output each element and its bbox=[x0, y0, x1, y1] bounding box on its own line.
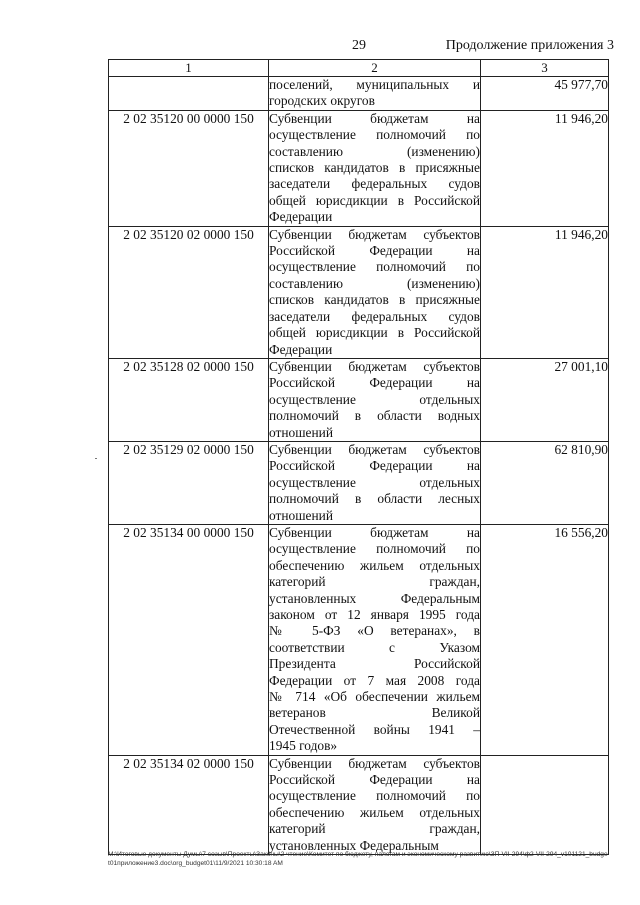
amount-value: 16 556,20 bbox=[481, 524, 609, 755]
table-row bbox=[109, 110, 609, 226]
revenue-name-line: № 5-ФЗ «О ветеранах», в bbox=[269, 623, 480, 639]
amount-value bbox=[481, 755, 609, 854]
amount-value: 62 810,90 bbox=[481, 441, 609, 524]
revenue-name-line: Российской Федерации на bbox=[269, 243, 480, 259]
revenue-name-line: соответствии с Указом bbox=[269, 639, 480, 655]
revenue-name-line: Субвенции бюджетам на bbox=[269, 524, 480, 540]
amount-value: 45 977,70 bbox=[481, 77, 609, 111]
revenue-name-line: обеспечению жильем отдельных bbox=[269, 804, 480, 820]
classification-code: 2 02 35129 02 0000 150 bbox=[109, 441, 269, 524]
revenue-name-line: отношений bbox=[269, 507, 333, 523]
revenue-name bbox=[269, 358, 481, 441]
revenue-name-line: Федерации от 7 мая 2008 года bbox=[269, 672, 480, 688]
revenue-name bbox=[269, 226, 481, 358]
table-row bbox=[109, 226, 609, 358]
revenue-name-line: 1945 годов» bbox=[269, 738, 338, 754]
revenue-name-line: отношений bbox=[269, 424, 333, 440]
column-header: 1 bbox=[109, 60, 269, 77]
revenue-name bbox=[269, 524, 481, 755]
revenue-name-line: Российской Федерации на bbox=[269, 375, 480, 391]
revenue-name-line: составлению (изменению) bbox=[269, 275, 480, 291]
revenue-name-line: осуществление отдельных bbox=[269, 391, 480, 407]
revenue-name-line: категорий граждан, bbox=[269, 821, 480, 837]
revenue-name bbox=[269, 441, 481, 524]
revenue-name bbox=[269, 110, 481, 226]
revenue-name-line: ветеранов Великой bbox=[269, 705, 480, 721]
revenue-name-line: списков кандидатов в присяжные bbox=[269, 160, 480, 176]
revenue-name-line: общей юрисдикции в Российской bbox=[269, 192, 480, 208]
revenue-name-line: списков кандидатов в присяжные bbox=[269, 292, 480, 308]
revenue-name-line: осуществление полномочий по bbox=[269, 259, 480, 275]
classification-code: 2 02 35120 00 0000 150 bbox=[109, 110, 269, 226]
revenue-name-line: полномочий в области водных bbox=[269, 408, 480, 424]
classification-code: 2 02 35120 02 0000 150 bbox=[109, 226, 269, 358]
revenue-name-line: категорий граждан, bbox=[269, 574, 480, 590]
revenue-name-line: Субвенции бюджетам субъектов bbox=[269, 358, 480, 374]
revenue-name-line: осуществление полномочий по bbox=[269, 127, 480, 143]
table-row bbox=[109, 358, 609, 441]
revenue-name-line: осуществление полномочий по bbox=[269, 541, 480, 557]
classification-code: 2 02 35134 00 0000 150 bbox=[109, 524, 269, 755]
revenue-name-line: полномочий в области лесных bbox=[269, 491, 480, 507]
revenue-name-line: осуществление отдельных bbox=[269, 474, 480, 490]
classification-code: 2 02 35128 02 0000 150 bbox=[109, 358, 269, 441]
revenue-name-line: Субвенции бюджетам субъектов bbox=[269, 755, 480, 771]
revenue-name-line: Субвенции бюджетам на bbox=[269, 110, 480, 126]
amount-value: 11 946,20 bbox=[481, 110, 609, 226]
revenue-name-line: поселений, муниципальных и bbox=[269, 77, 480, 92]
budget-table bbox=[108, 59, 609, 855]
column-header: 2 bbox=[269, 60, 481, 77]
column-number-row bbox=[109, 60, 609, 77]
revenue-name-line: общей юрисдикции в Российской bbox=[269, 325, 480, 341]
file-path-footer: М:\Итоговые документы Думы\7 созыв\Проекты\Законы\2 чтение\Комитет по бюджету, налогам и экономическому развитию\ЗП-VII-294\ф2-VII-294_v101121_budget01приложение3.doc\org_budget01\11/9/2021 10:30:18 AM bbox=[108, 851, 608, 867]
amount-value: 11 946,20 bbox=[481, 226, 609, 358]
page-number: 29 bbox=[352, 38, 366, 53]
revenue-name-line: заседатели федеральных судов bbox=[269, 308, 480, 324]
table-row bbox=[109, 441, 609, 524]
revenue-name-line: заседатели федеральных судов bbox=[269, 176, 480, 192]
continuation-label: Продолжение приложения 3 bbox=[445, 38, 614, 53]
revenue-name-line: Субвенции бюджетам субъектов bbox=[269, 226, 480, 242]
revenue-name-line: установленных Федеральным bbox=[269, 590, 480, 606]
revenue-name-line: Субвенции бюджетам субъектов bbox=[269, 441, 480, 457]
revenue-name-line: установленных Федеральным bbox=[269, 837, 439, 853]
revenue-name-line: Российской Федерации на bbox=[269, 458, 480, 474]
revenue-name-line: Отечественной войны 1941 – bbox=[269, 721, 480, 737]
table-row bbox=[109, 524, 609, 755]
table-row bbox=[109, 77, 609, 111]
revenue-name-line: № 714 «Об обеспечении жильем bbox=[269, 689, 480, 705]
revenue-name-line: составлению (изменению) bbox=[269, 143, 480, 159]
revenue-name-line: Федерации bbox=[269, 209, 333, 225]
table-row bbox=[109, 755, 609, 854]
revenue-name bbox=[269, 77, 481, 111]
revenue-name-line: Российской Федерации на bbox=[269, 772, 480, 788]
revenue-name-line: Федерации bbox=[269, 341, 333, 357]
revenue-name-line: Президента Российской bbox=[269, 656, 480, 672]
revenue-name-line: городских округов bbox=[269, 93, 375, 109]
column-header: 3 bbox=[481, 60, 609, 77]
classification-code bbox=[109, 77, 269, 111]
revenue-name-line: обеспечению жильем отдельных bbox=[269, 557, 480, 573]
classification-code: 2 02 35134 02 0000 150 bbox=[109, 755, 269, 854]
revenue-name-line: законом от 12 января 1995 года bbox=[269, 607, 480, 622]
revenue-name bbox=[269, 755, 481, 854]
scan-speck bbox=[95, 458, 97, 459]
revenue-name-line: осуществление полномочий по bbox=[269, 788, 480, 804]
amount-value: 27 001,10 bbox=[481, 358, 609, 441]
